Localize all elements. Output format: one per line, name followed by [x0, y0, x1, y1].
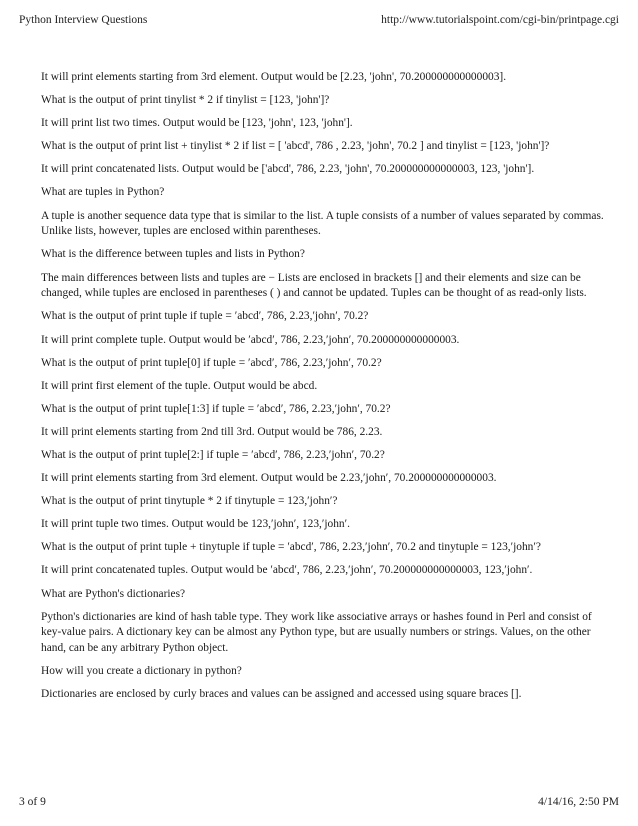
print-datetime: 4/14/16, 2:50 PM: [538, 796, 619, 808]
header-title: Python Interview Questions: [19, 14, 148, 26]
paragraph: Python's dictionaries are kind of hash table type. They work like associative arrays or hashes found in Perl and consist of key-value pairs. A dictionary key can be almost any Python type, but are usually numbers or strings. Values, on the other hand, can be any arbitrary Python object.: [41, 610, 592, 655]
paragraph: It will print concatenated tuples. Output would be ′abcd′, 786, 2.23,′john′, 70.200000000000003, 123,′john′.: [41, 564, 533, 577]
paragraph: What is the output of print tuple[1:3] if tuple = ′abcd′, 786, 2.23,′john′, 70.2?: [41, 402, 391, 415]
page-number: 3 of 9: [19, 796, 46, 808]
paragraph: What are tuples in Python?: [41, 186, 165, 199]
header-url: http://www.tutorialspoint.com/cgi-bin/printpage.cgi: [381, 14, 619, 26]
paragraph: It will print list two times. Output would be [123, 'john', 123, 'john'].: [41, 117, 353, 130]
paragraph: A tuple is another sequence data type that is similar to the list. A tuple consists of a number of values separated by commas. Unlike lists, however, tuples are enclosed within parentheses.: [41, 209, 604, 238]
document-body: [41, 70, 613, 711]
paragraph: The main differences between lists and tuples are − Lists are enclosed in brackets [] and their elements and size can be changed, while tuples are enclosed in parentheses ( ) and cannot be updated. Tuples can be thought of as read-only lists.: [41, 271, 587, 300]
paragraph: What is the output of print tuple + tinytuple if tuple = ′abcd′, 786, 2.23,′john′, 70.2 and tinytuple = 123,′john′?: [41, 541, 541, 554]
paragraph: What is the output of print list + tinylist * 2 if list = [ 'abcd', 786 , 2.23, 'john', 70.2 ] and tinylist = [123, 'john']?: [41, 140, 550, 153]
paragraph: It will print concatenated lists. Output would be ['abcd', 786, 2.23, 'john', 70.200000000000003, 123, 'john'].: [41, 163, 535, 176]
page-footer: [19, 796, 619, 808]
paragraph: It will print elements starting from 2nd till 3rd. Output would be 786, 2.23.: [41, 425, 383, 438]
paragraph: What are Python's dictionaries?: [41, 587, 186, 600]
paragraph: What is the difference between tuples and lists in Python?: [41, 248, 305, 261]
paragraph: It will print elements starting from 3rd element. Output would be 2.23,′john′, 70.200000000000003.: [41, 472, 497, 485]
paragraph: It will print complete tuple. Output would be ′abcd′, 786, 2.23,′john′, 70.200000000000003.: [41, 333, 460, 346]
paragraph: How will you create a dictionary in python?: [41, 665, 242, 678]
paragraph: What is the output of print tinylist * 2 if tinylist = [123, 'john']?: [41, 94, 330, 107]
page-header: [19, 14, 619, 26]
paragraph: Dictionaries are enclosed by curly braces and values can be assigned and accessed using square braces [].: [41, 688, 522, 701]
paragraph: It will print tuple two times. Output would be 123,′john′, 123,′john′.: [41, 518, 350, 531]
paragraph: What is the output of print tuple if tuple = ′abcd′, 786, 2.23,′john′, 70.2?: [41, 310, 369, 323]
paragraph: What is the output of print tuple[0] if tuple = ′abcd′, 786, 2.23,′john′, 70.2?: [41, 356, 382, 369]
paragraph: What is the output of print tuple[2:] if tuple = ′abcd′, 786, 2.23,′john′, 70.2?: [41, 449, 385, 461]
paragraph: What is the output of print tinytuple * 2 if tinytuple = 123,′john′?: [41, 495, 338, 508]
paragraph: It will print first element of the tuple. Output would be abcd.: [41, 379, 318, 392]
paragraph: It will print elements starting from 3rd element. Output would be [2.23, 'john', 70.200000000000003].: [41, 71, 507, 83]
